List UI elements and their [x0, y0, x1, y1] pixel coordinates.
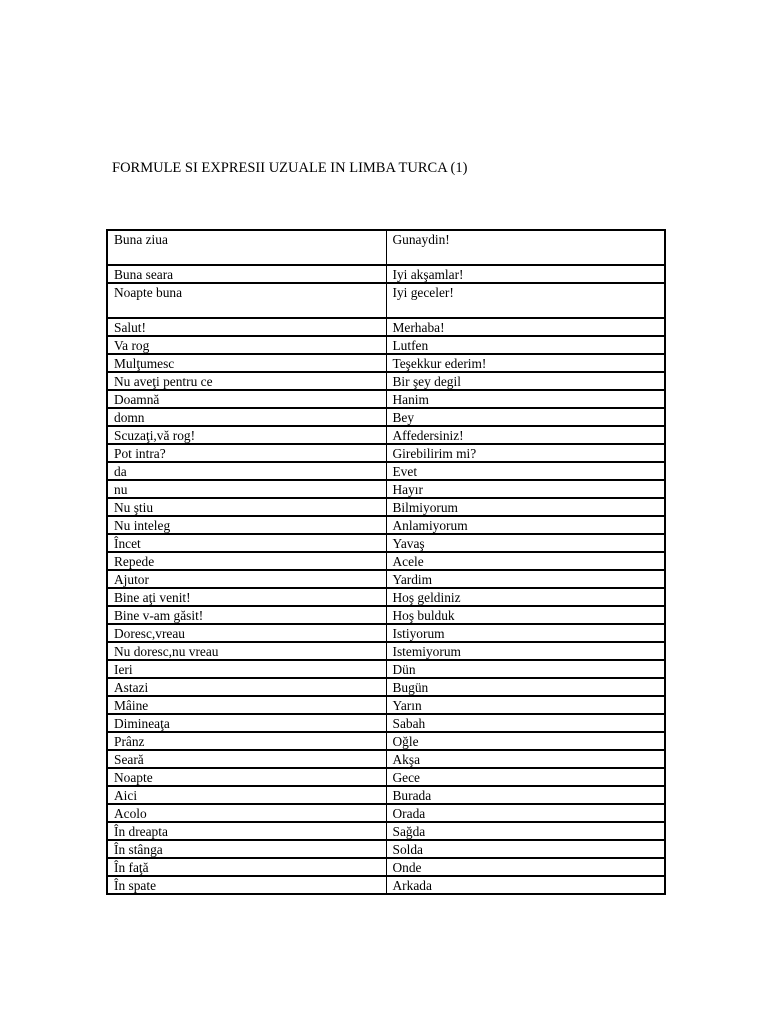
romanian-phrase-cell: Astazi — [107, 678, 386, 696]
romanian-phrase-cell: Mulţumesc — [107, 354, 386, 372]
turkish-phrase-cell: Onde — [386, 858, 665, 876]
table-row — [107, 678, 665, 696]
romanian-phrase-cell: Aici — [107, 786, 386, 804]
turkish-phrase-cell: Hayır — [386, 480, 665, 498]
turkish-phrase-cell: Gunaydin! — [386, 230, 665, 265]
turkish-phrase-cell: Yavaş — [386, 534, 665, 552]
table-row — [107, 390, 665, 408]
romanian-phrase-cell: În faţă — [107, 858, 386, 876]
table-row — [107, 230, 665, 265]
romanian-phrase-cell: Buna seara — [107, 265, 386, 283]
turkish-phrase-cell: Affedersiniz! — [386, 426, 665, 444]
turkish-phrase-cell: Istiyorum — [386, 624, 665, 642]
turkish-phrase-cell: Teşekkur ederim! — [386, 354, 665, 372]
table-row — [107, 732, 665, 750]
table-row — [107, 804, 665, 822]
romanian-phrase-cell: Doamnă — [107, 390, 386, 408]
table-row — [107, 714, 665, 732]
table-row — [107, 786, 665, 804]
romanian-phrase-cell: Seară — [107, 750, 386, 768]
table-row — [107, 498, 665, 516]
turkish-phrase-cell: Dün — [386, 660, 665, 678]
romanian-phrase-cell: Mâine — [107, 696, 386, 714]
table-row — [107, 265, 665, 283]
turkish-phrase-cell: Istemiyorum — [386, 642, 665, 660]
turkish-phrase-cell: Iyi geceler! — [386, 283, 665, 318]
table-row — [107, 462, 665, 480]
table-row — [107, 534, 665, 552]
turkish-phrase-cell: Hoş bulduk — [386, 606, 665, 624]
turkish-phrase-cell: Sağda — [386, 822, 665, 840]
turkish-phrase-cell: Burada — [386, 786, 665, 804]
table-row — [107, 606, 665, 624]
romanian-phrase-cell: Ieri — [107, 660, 386, 678]
table-row — [107, 570, 665, 588]
table-row — [107, 660, 665, 678]
turkish-phrase-cell: Gece — [386, 768, 665, 786]
turkish-phrase-cell: Orada — [386, 804, 665, 822]
table-row — [107, 642, 665, 660]
turkish-phrase-cell: Acele — [386, 552, 665, 570]
table-row — [107, 372, 665, 390]
romanian-phrase-cell: Nu inteleg — [107, 516, 386, 534]
turkish-phrase-cell: Oğle — [386, 732, 665, 750]
romanian-phrase-cell: domn — [107, 408, 386, 426]
turkish-phrase-cell: Bey — [386, 408, 665, 426]
romanian-phrase-cell: În stânga — [107, 840, 386, 858]
turkish-phrase-cell: Anlamiyorum — [386, 516, 665, 534]
table-row — [107, 336, 665, 354]
romanian-phrase-cell: Va rog — [107, 336, 386, 354]
romanian-phrase-cell: Acolo — [107, 804, 386, 822]
table-row — [107, 283, 665, 318]
turkish-phrase-cell: Bir şey degil — [386, 372, 665, 390]
table-row — [107, 408, 665, 426]
document-title: FORMULE SI EXPRESII UZUALE IN LIMBA TURCA (1) — [112, 160, 468, 176]
table-row — [107, 516, 665, 534]
romanian-phrase-cell: Încet — [107, 534, 386, 552]
turkish-phrase-cell: Lutfen — [386, 336, 665, 354]
turkish-phrase-cell: Bilmiyorum — [386, 498, 665, 516]
turkish-phrase-cell: Hoş geldiniz — [386, 588, 665, 606]
romanian-phrase-cell: nu — [107, 480, 386, 498]
romanian-phrase-cell: Scuzaţi,vă rog! — [107, 426, 386, 444]
vocabulary-table-body — [107, 230, 665, 894]
table-row — [107, 552, 665, 570]
romanian-phrase-cell: Ajutor — [107, 570, 386, 588]
table-row — [107, 480, 665, 498]
turkish-phrase-cell: Yarın — [386, 696, 665, 714]
turkish-phrase-cell: Bugün — [386, 678, 665, 696]
turkish-phrase-cell: Hanim — [386, 390, 665, 408]
table-row — [107, 858, 665, 876]
romanian-phrase-cell: Nu aveţi pentru ce — [107, 372, 386, 390]
turkish-phrase-cell: Yardim — [386, 570, 665, 588]
table-row — [107, 318, 665, 336]
romanian-phrase-cell: Repede — [107, 552, 386, 570]
romanian-phrase-cell: În dreapta — [107, 822, 386, 840]
romanian-phrase-cell: Nu ştiu — [107, 498, 386, 516]
romanian-phrase-cell: Prânz — [107, 732, 386, 750]
table-row — [107, 354, 665, 372]
romanian-phrase-cell: Pot intra? — [107, 444, 386, 462]
table-row — [107, 696, 665, 714]
table-row — [107, 444, 665, 462]
table-row — [107, 876, 665, 894]
table-row — [107, 588, 665, 606]
table-row — [107, 426, 665, 444]
turkish-phrase-cell: Sabah — [386, 714, 665, 732]
turkish-phrase-cell: Girebilirim mi? — [386, 444, 665, 462]
romanian-phrase-cell: Salut! — [107, 318, 386, 336]
table-row — [107, 840, 665, 858]
romanian-phrase-cell: Buna ziua — [107, 230, 386, 265]
romanian-phrase-cell: Noapte — [107, 768, 386, 786]
table-row — [107, 624, 665, 642]
romanian-phrase-cell: Doresc,vreau — [107, 624, 386, 642]
table-row — [107, 768, 665, 786]
turkish-phrase-cell: Evet — [386, 462, 665, 480]
turkish-phrase-cell: Iyi akşamlar! — [386, 265, 665, 283]
romanian-phrase-cell: Nu doresc,nu vreau — [107, 642, 386, 660]
romanian-phrase-cell: Noapte buna — [107, 283, 386, 318]
romanian-phrase-cell: În spate — [107, 876, 386, 894]
romanian-phrase-cell: Dimineaţa — [107, 714, 386, 732]
table-row — [107, 750, 665, 768]
turkish-phrase-cell: Akşa — [386, 750, 665, 768]
turkish-phrase-cell: Arkada — [386, 876, 665, 894]
romanian-phrase-cell: da — [107, 462, 386, 480]
romanian-phrase-cell: Bine v-am găsit! — [107, 606, 386, 624]
table-row — [107, 822, 665, 840]
turkish-phrase-cell: Solda — [386, 840, 665, 858]
turkish-phrase-cell: Merhaba! — [386, 318, 665, 336]
romanian-phrase-cell: Bine aţi venit! — [107, 588, 386, 606]
vocabulary-table — [106, 229, 666, 895]
